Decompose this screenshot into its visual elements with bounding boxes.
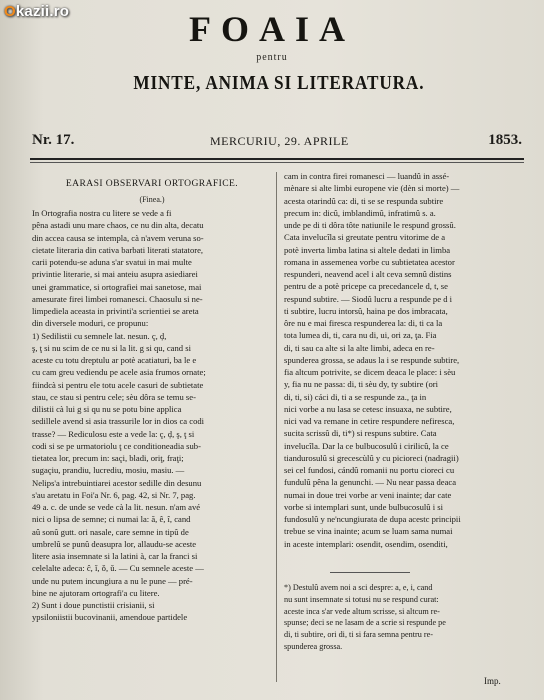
- text-line: limpediela aceasta in privinti'a scrientiei se areta: [32, 306, 199, 316]
- text-line: y, fia nu ne passa: di, ti sèu dy, ty subtire (ori: [284, 379, 439, 390]
- text-line: umbrelû se punû deasupra lor, allaudu-se aceste: [32, 538, 197, 549]
- text-line: trebue se vina inainte; acum se luam sama numai: [284, 526, 453, 537]
- text-line: ôre nu e mai firesca respunderea la: di, ti ca la: [284, 318, 443, 328]
- article-heading: EARASI OBSERVARI ORTOGRAFICE.: [65, 178, 239, 189]
- footnote-line: aceste inca s'ar vede altum scrisse, si altcum re-: [284, 606, 440, 616]
- text-line: pentru de a potè pricepe ca precedancele d, t, se: [284, 281, 448, 292]
- issue-year: 1853.: [488, 132, 522, 148]
- issue-date: MERCURIU, 29. APRILE: [210, 134, 349, 148]
- column-divider: [276, 172, 277, 682]
- text-line: sugaçiu, prandiu, lucrediu, mosiu, masiu. —: [32, 465, 185, 476]
- footnote-line: spunderea grossa.: [284, 641, 343, 651]
- text-line: cam in contra firei romanesci — luandû in assé-: [284, 171, 450, 181]
- text-line: Nelips'a intrebuintiarei acestor sedille din desunu: [32, 477, 202, 488]
- right-column-text: [284, 170, 524, 550]
- text-line: din accea causa se intempla, cà n'avem veruna so-: [32, 232, 204, 243]
- watermark-o: O: [4, 3, 16, 20]
- text-line: din diversele moduri, ce propunu:: [32, 318, 149, 329]
- text-line: nici vad va remane in cetire respundere nefiresca,: [284, 416, 455, 426]
- footnote: [284, 582, 524, 653]
- text-line: fundulû pêna la genunchi. — Nu near passa deaca: [284, 477, 457, 488]
- text-line: s'au aretatu in Foi'a Nr. 6, pag. 42, si Nr. 7, pag.: [32, 489, 196, 500]
- text-line: 1) Sedilistii cu semnele lat. nesun. ç, ḑ,: [32, 330, 167, 341]
- text-line: tietatea lor, precum in: saçi, bladi, oriţ, fraţi;: [32, 453, 184, 463]
- right-column: [284, 170, 524, 550]
- text-line: ypsiloniistii bucovinanii, amendoue partidele: [32, 612, 188, 623]
- header-rule-thin: [30, 162, 524, 163]
- text-line: precum in: dicû, imblandimû, infratimû s. a.: [284, 207, 436, 218]
- text-line: cietate literaria din cativa barbati literati statatore,: [32, 244, 204, 255]
- text-line: 49 a. c. de unde se vede cà la lit. nesun. n'am avé: [32, 502, 201, 512]
- text-line: romana in assemenea vorbe cu subtietatea acestor: [284, 256, 455, 267]
- text-line: 2) Sunt i doue punctistii crisianii, si: [32, 600, 155, 610]
- text-line: unde pe di ti dôra tôte natiunile le respund grossû.: [284, 220, 456, 230]
- text-line: fundosulû y ne'ncungiurata de dupa acestc principii: [284, 514, 461, 524]
- masthead-subtitle: MINTE, ANIMA SI LITERATURA.: [133, 72, 425, 94]
- text-line: mènare si alte limbi europene vie (dèn si morte) —: [284, 183, 460, 194]
- text-line: respund subtire. — Siodû lucru a respunde pe d i: [284, 293, 453, 304]
- text-line: aceste cu totu dreptulu ar potè acatiaturi, ba le e: [32, 355, 197, 365]
- masthead-pentru: pentru: [256, 52, 288, 63]
- text-line: vorbe si intemplari sunt, unde bulbucosulû i si: [284, 501, 443, 512]
- text-line: potè inverta limba latina si altele dedati in limba: [284, 244, 451, 255]
- text-line: codi si se pe urmatoriolu ţ ce conditioneadia sub-: [32, 440, 201, 451]
- footnote-line: nu sunt insemnate si totusi nu se respund curat:: [284, 594, 439, 604]
- footnote-line: di, ti subtire, ori di, ti si fara semna pentru re-: [284, 630, 433, 640]
- signature: Imp.: [484, 676, 501, 686]
- article-continued-note: (Finea.): [139, 195, 165, 204]
- watermark-text: kazii.ro: [15, 3, 70, 20]
- text-line: celelalte adeca: ĉ, ǐ, ǒ, ǔ. — Cu semnele aceste —: [32, 563, 204, 574]
- text-line: spunderea grossa, se adaus la i se respunde subtire,: [284, 354, 460, 365]
- text-line: cu cam greu vediendu pe acele asia frumos ornate;: [32, 367, 206, 378]
- text-line: Cata invelucîla si greutate pentru vitorime de a: [284, 232, 446, 243]
- text-line: stau, ce stau si pentru cele; sèu dôra se temu se-: [32, 391, 196, 402]
- footnote-rule: [330, 572, 410, 573]
- text-line: nici vorbe a nu lasa se cetesc insuaxa, ne subtire,: [284, 403, 452, 414]
- text-line: in aceste intemplari: osendit, osendim, osenditi,: [284, 538, 448, 549]
- text-line: invelucîla. Dar la ce bulbucosulû i cirilicû, la ce: [284, 440, 449, 451]
- text-line: numai in doue trei vorbe ar veni inainte; dar cate: [284, 489, 452, 500]
- issue-line: [32, 132, 522, 150]
- text-line: fia altcum potrivite, se dicem deaca le place: i sèu: [284, 367, 456, 377]
- text-line: carii potendu-se aduna s'ar svatui in mai multe: [32, 257, 192, 267]
- text-line: di, ti, si) cáci di, ti a se respunde za., ţa in: [284, 391, 427, 402]
- text-line: pêna astadi unu mare chaos, ce nu din alta, decatu: [32, 220, 204, 231]
- text-line: acesta otarindû ca: di, ti se se respunda subtire: [284, 195, 444, 206]
- text-line: respunderi, neavend acel i alt ceva semnû distins: [284, 269, 452, 279]
- text-line: sei cel fundosi, cándû romanii nu portu cioreci cu: [284, 465, 455, 475]
- text-line: sucita scrissû di, ti*) si respuns subtire. Cata: [284, 428, 437, 439]
- text-line: tiandurosulû si grecescùlû y cu picioreci (nadragii): [284, 452, 459, 463]
- text-line: amesurate firei limbei romanesci. Chaosulu si ne-: [32, 293, 203, 304]
- text-line: aû sonû gutt. ori nasale, care semne in tipû de: [32, 526, 189, 537]
- text-line: ş, ţ si nu scim de ce nu si la lit. g si qu, cand si: [32, 342, 191, 353]
- text-line: bine ne ajutoram ortografi'a cu litere.: [32, 587, 160, 598]
- header-rule-thick: [30, 158, 524, 160]
- text-line: trasse? — Rediculosu este a vede la: ç, ḑ, ş, ţ si: [32, 428, 195, 439]
- text-line: sedillele avend si asia trassurile lor in dios ca codi: [32, 416, 205, 427]
- text-line: fiindcà si pentru ele totu acele casuri de subtietate: [32, 379, 204, 390]
- left-column: [32, 178, 272, 624]
- text-line: privintie literarie, si mai anteiu asupra asiediarei: [32, 269, 198, 280]
- left-column-text: [32, 207, 272, 624]
- text-line: tota lumea di, ti, cara nu di, ui, ori za, ţa. Fia: [284, 330, 437, 341]
- text-line: litere asia insemnate si la latini à, car la franci si: [32, 551, 198, 561]
- issue-number: Nr. 17.: [32, 132, 75, 148]
- text-line: di, ti sau ca alte si la alte limbi, adeca en re-: [284, 342, 435, 353]
- text-line: unei grammatice, si ortografiei mai sanetose, mai: [32, 281, 202, 292]
- text-line: unde nu putem incungiura a nu le pune — pré-: [32, 575, 193, 586]
- text-line: In Ortografia nostra cu litere se vede a fi: [32, 208, 172, 218]
- text-line: dilistii cà lui g si qu nu se potu bine applica: [32, 404, 182, 414]
- footnote-line: *) Destulû avem noi a sci despre: a, e, i, cand: [284, 583, 433, 592]
- text-line: nici o lipsa de semne; ci numai la: ă, ê, î, cand: [32, 514, 191, 525]
- footnote-line: spunse; deci se ne lasam de a scrie si respunde pe: [284, 618, 446, 628]
- masthead-title: FOAIA: [189, 9, 355, 49]
- text-line: ti subtire, lucru intorsû, haina pe dos imbracata,: [284, 305, 448, 316]
